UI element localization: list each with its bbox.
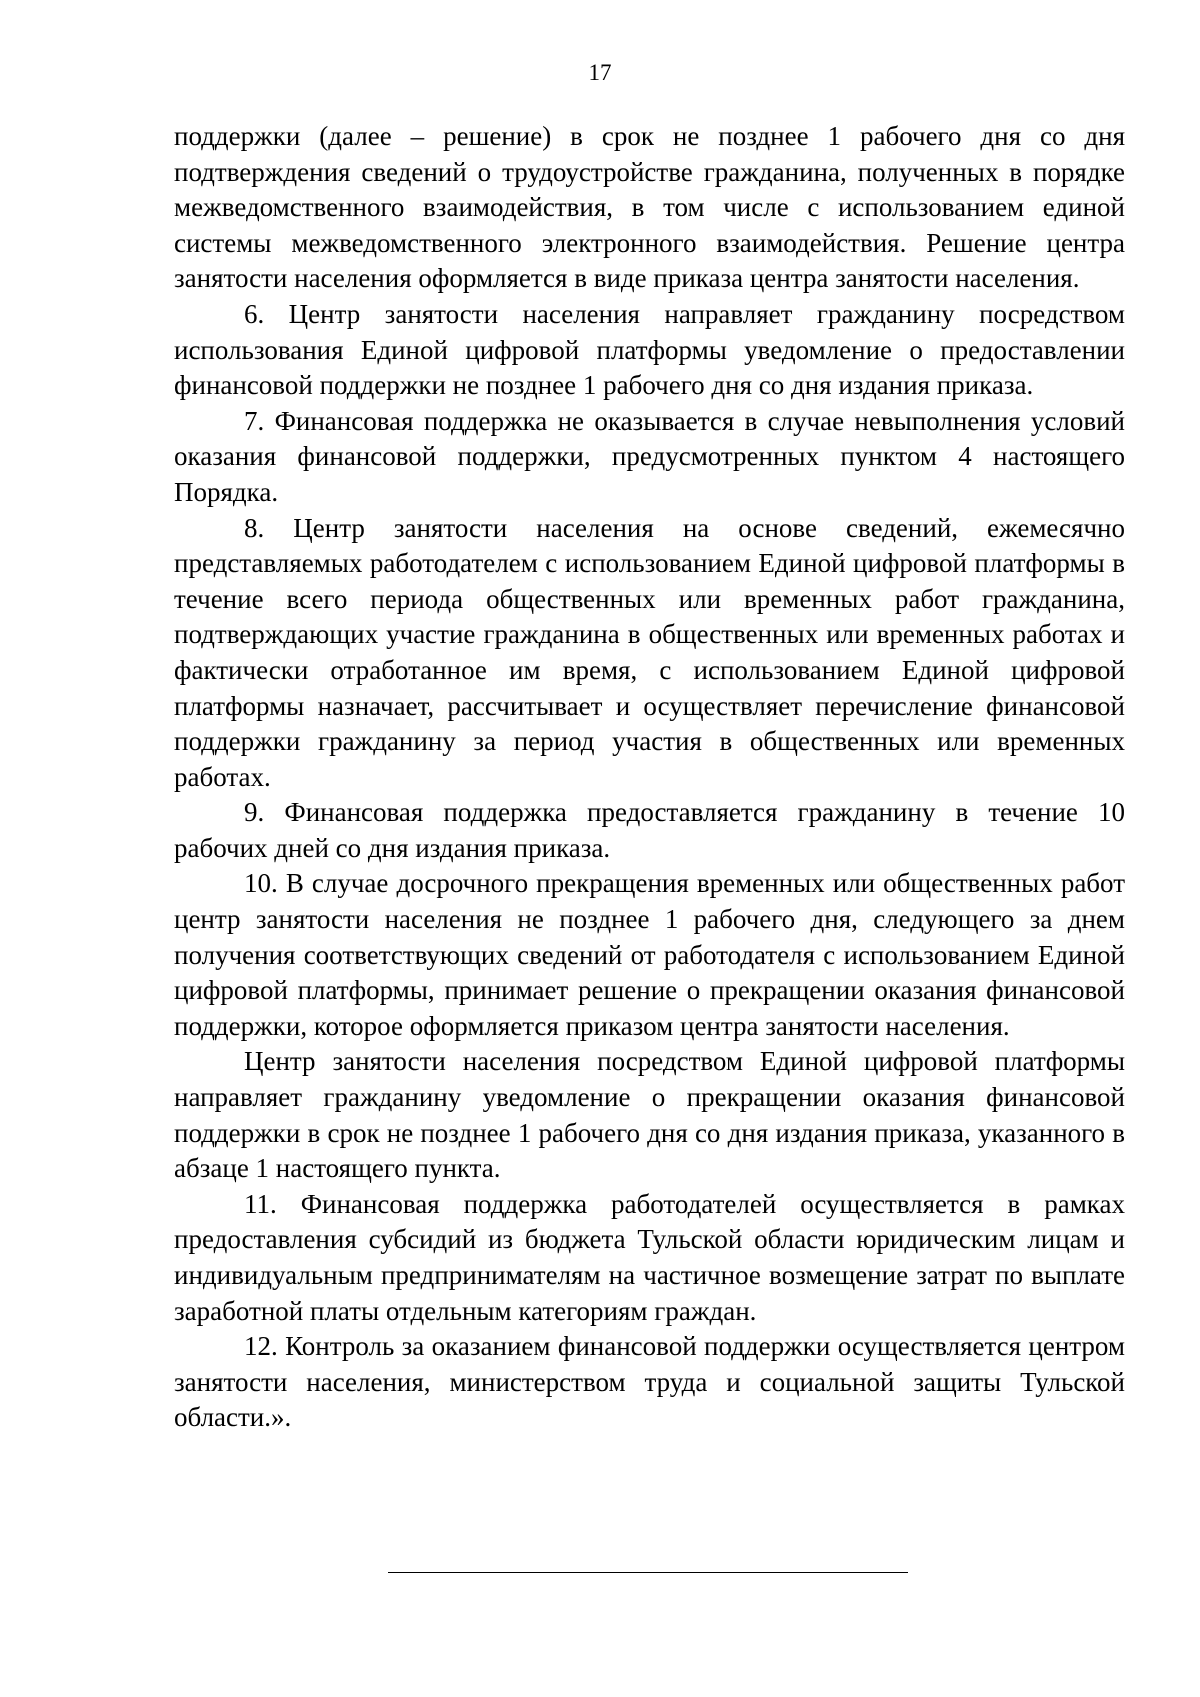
paragraph-item-6: 6. Центр занятости населения направляет гражданину посредством использования Единой цифровой платформы уведомление о предоставлении финансовой поддержки не позднее 1 рабочего дня со дня издания приказа. — [174, 298, 1125, 401]
paragraph-item-10: 10. В случае досрочного прекращения временных или общественных работ центр занятости населения не позднее 1 рабочего дня, следующего за днем получения соответствующих сведений от работодателя с использованием Единой цифровой платформы, принимает решение о прекращении оказания финансовой поддержки, которое оформляется приказом центра занятости населения. — [174, 868, 1125, 1041]
page-number: 17 — [588, 60, 612, 85]
paragraph-item-7: 7. Финансовая поддержка не оказывается в случае невыполнения условий оказания финансовой поддержки, предусмотренных пунктом 4 настоящего Порядка. — [174, 405, 1125, 507]
paragraph-item-8: 8. Центр занятости населения на основе сведений, ежемесячно представляемых работодателем с использованием Единой цифровой платформы в течение всего периода общественных или временных работ гражданина, подтверждающих участие гражданина в общественных или временных работах и фактически отработанное им время, с использованием Единой цифровой платформы назначает, рассчитывает и осуществляет перечисление финансовой поддержки гражданину за период участия в общественных или временных работах. — [174, 512, 1125, 792]
paragraph-item-10-notice: Центр занятости населения посредством Единой цифровой платформы направляет гражданину уведомление о прекращении оказания финансовой поддержки в срок не позднее 1 рабочего дня со дня издания приказа, указанного в абзаце 1 настоящего пункта. — [174, 1046, 1125, 1184]
paragraph-continuation: поддержки (далее – решение) в срок не позднее 1 рабочего дня со дня подтверждения сведений о трудоустройстве гражданина, полученных в порядке межведомственного взаимодействия, в том числе с использованием единой системы межведомственного электронного взаимодействия. Решение центра занятости населения оформляется в виде приказа центра занятости населения. — [174, 121, 1125, 294]
paragraph-item-12: 12. Контроль за оказанием финансовой поддержки осуществляется центром занятости населения, министерством труда и социальной защиты Тульской области.». — [174, 1331, 1125, 1433]
paragraph-item-9: 9. Финансовая поддержка предоставляется гражданину в течение 10 рабочих дней со дня издания приказа. — [174, 797, 1125, 863]
paragraph-item-11: 11. Финансовая поддержка работодателей осуществляется в рамках предоставления субсидий из бюджета Тульской области юридическим лицам и индивидуальным предпринимателям на частичное возмещение затрат по выплате заработной платы отдельным категориям граждан. — [174, 1188, 1125, 1326]
document-body — [174, 119, 1125, 1436]
closing-divider-line — [388, 1572, 908, 1573]
